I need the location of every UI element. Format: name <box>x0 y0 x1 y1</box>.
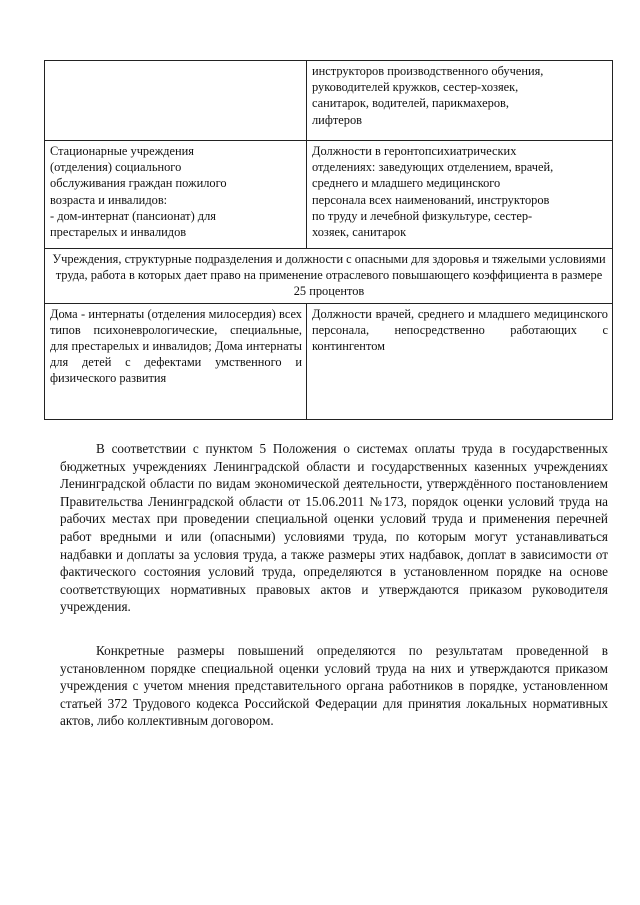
cell-line: санитарок, водителей, парикмахеров, <box>312 96 510 111</box>
table-cell-institution <box>45 141 307 249</box>
cell-line: хозяек, санитарок <box>312 225 407 240</box>
institutions-table <box>44 60 613 420</box>
cell-line: инструкторов производственного обучения, <box>312 64 544 78</box>
cell-line: отделениях: заведующих отделением, врачей, <box>312 160 554 175</box>
table-row <box>45 61 613 141</box>
cell-line: престарелых и инвалидов <box>50 225 187 240</box>
cell-line: - дом-интернат (пансионат) для <box>50 208 216 223</box>
cell-line: возраста и инвалидов: <box>50 192 168 207</box>
cell-line: по труду и лечебной физкультуре, сестер- <box>312 208 533 223</box>
table-cell-institution: Дома - интернаты (отделения милосердия) всех типов психоневрологические, специальные, для престарелых и инвалидов; Дома интернаты для детей с дефектами умственного и физического развития <box>45 303 307 419</box>
table-row <box>45 141 613 249</box>
cell-line: (отделения) социального <box>50 160 182 175</box>
section-header-cell: Учреждения, структурные подразделения и должности с опасными для здоровья и тяжелыми условиями труда, работа в которых дает право на применение отраслевого повышающего коэффициента в размере 25 процентов <box>45 249 613 304</box>
cell-line: обслуживания граждан пожилого <box>50 176 227 191</box>
cell-line: Стационарные учреждения <box>50 144 194 158</box>
table-cell-institution <box>45 61 307 141</box>
table-cell-positions <box>307 61 613 141</box>
cell-line: лифтеров <box>312 112 362 127</box>
table-cell-positions <box>307 141 613 249</box>
body-paragraph: В соответствии с пунктом 5 Положения о системах оплаты труда в государственных бюджетных учреждениях Ленинградской области и государственных казенных учреждениях Ленинградской области по видам экономической деятельности, утверждённого постановлением Правительства Ленинградской области от 15.06.2011 №173, порядок оценки условий труда на рабочих местах при проведении специальной оценки условий труда и применения перечней работ вредными и или (опасными) условиями труда, по которым могут устанавливаться надбавки и доплаты за условия труда, а также размеры этих надбавок, доплат в зависимости от фактического состояния условий труда, определяются в установленном порядке на основе соответствующих нормативных правовых актов и утверждаются приказом руководителя учреждения. <box>60 441 608 615</box>
table-row <box>45 303 613 419</box>
cell-line: среднего и младшего медицинского <box>312 176 501 191</box>
cell-line: персонала всех наименований, инструкторов <box>312 192 550 207</box>
table-cell-positions: Должности врачей, среднего и младшего медицинского персонала, непосредственно работающих с контингентом <box>307 303 613 419</box>
table-section-header-row <box>45 249 613 304</box>
body-paragraph: Конкретные размеры повышений определяются по результатам проведенной в установленном порядке специальной оценки условий труда на них и утверждаются приказом учреждения с учетом мнения представительного органа работников в порядке, установленном статьей 372 Трудового кодекса Российской Федерации для принятия локальных нормативных актов, либо коллективным договором. <box>60 643 608 729</box>
cell-line: руководителей кружков, сестер-хозяек, <box>312 80 519 95</box>
cell-line: Должности в геронтопсихиатрических <box>312 144 517 158</box>
